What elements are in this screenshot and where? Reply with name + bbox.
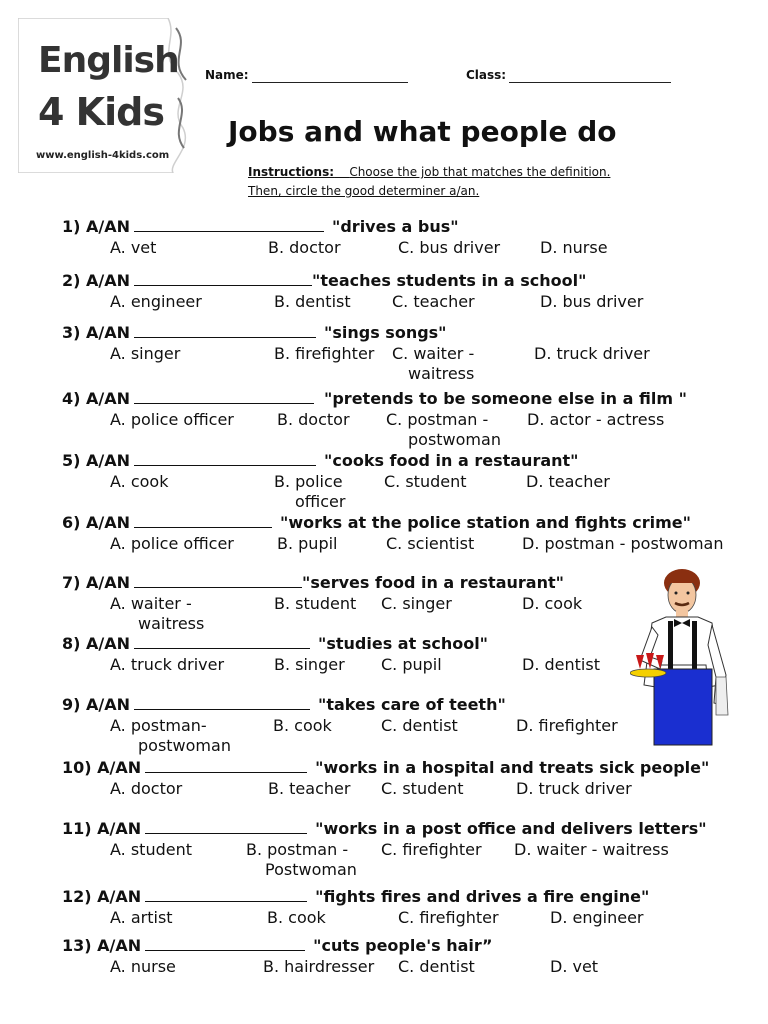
question-number: 11) A/AN	[62, 819, 142, 838]
instructions-label: Instructions:	[248, 165, 335, 179]
answer-option[interactable]: C. student	[384, 472, 467, 491]
question-number: 2) A/AN	[62, 271, 131, 290]
answer-option[interactable]: B. cook	[267, 908, 326, 927]
answer-option[interactable]: A. cook	[110, 472, 169, 491]
answer-option[interactable]: D. postman - postwoman	[522, 534, 724, 553]
answer-option[interactable]: B. doctor	[268, 238, 341, 257]
answer-option[interactable]: A. police officer	[110, 410, 234, 429]
answer-option[interactable]: B. singer	[274, 655, 345, 674]
question-number: 4) A/AN	[62, 389, 131, 408]
answer-option[interactable]: D. truck driver	[516, 779, 632, 798]
answer-option[interactable]: D. cook	[522, 594, 583, 613]
answer-option[interactable]: B. pupil	[277, 534, 338, 553]
answer-option[interactable]: D. teacher	[526, 472, 610, 491]
answer-blank[interactable]	[134, 695, 310, 710]
answer-option[interactable]: B. teacher	[268, 779, 351, 798]
logo-line2: 4 Kids	[38, 90, 164, 134]
answer-option[interactable]: C. postman -	[386, 410, 489, 429]
job-definition: "cuts people's hair”	[313, 936, 493, 955]
answer-option[interactable]: D. truck driver	[534, 344, 650, 363]
answer-option[interactable]: B. police	[274, 472, 343, 491]
answer-option[interactable]: C. scientist	[386, 534, 475, 553]
name-blank[interactable]	[252, 70, 408, 83]
job-definition: "works at the police station and fights crime"	[280, 513, 691, 532]
job-definition: "fights fires and drives a fire engine"	[315, 887, 650, 906]
answer-option[interactable]: A. engineer	[110, 292, 202, 311]
question-number: 8) A/AN	[62, 634, 131, 653]
answer-option[interactable]: B. hairdresser	[263, 957, 375, 976]
waiter-illustration	[630, 565, 735, 747]
answer-option[interactable]: D. engineer	[550, 908, 644, 927]
answer-option[interactable]: B. cook	[273, 716, 332, 735]
answer-blank[interactable]	[145, 819, 307, 834]
logo-url: www.english-4kids.com	[36, 150, 170, 161]
question-9	[62, 695, 506, 714]
question-number: 6) A/AN	[62, 513, 131, 532]
answer-option[interactable]: A. truck driver	[110, 655, 225, 674]
answer-option[interactable]: B. doctor	[277, 410, 350, 429]
page-title: Jobs and what people do	[228, 115, 617, 148]
answer-option[interactable]: B. postman -	[246, 840, 349, 859]
answer-option[interactable]: D. dentist	[522, 655, 600, 674]
class-label: Class:	[466, 68, 507, 82]
question-6	[62, 513, 691, 532]
answer-option[interactable]: C. teacher	[392, 292, 475, 311]
question-3	[62, 323, 447, 342]
answer-option-continuation[interactable]: postwoman	[138, 736, 231, 755]
answer-option[interactable]: A. police officer	[110, 534, 234, 553]
answer-option-continuation[interactable]: Postwoman	[265, 860, 357, 879]
job-definition: "works in a hospital and treats sick people"	[315, 758, 710, 777]
answer-blank[interactable]	[145, 758, 307, 773]
answer-option-continuation[interactable]: postwoman	[408, 430, 501, 449]
answer-blank[interactable]	[134, 271, 312, 286]
answer-option[interactable]: A. doctor	[110, 779, 183, 798]
answer-option[interactable]: D. nurse	[540, 238, 608, 257]
answer-option[interactable]: C. pupil	[381, 655, 442, 674]
answer-blank[interactable]	[134, 217, 324, 232]
answer-option[interactable]: C. student	[381, 779, 464, 798]
answer-option[interactable]: C. dentist	[381, 716, 458, 735]
answer-option[interactable]: A. vet	[110, 238, 157, 257]
class-blank[interactable]	[509, 70, 671, 83]
answer-option-continuation[interactable]: waitress	[138, 614, 205, 633]
answer-option[interactable]: B. firefighter	[274, 344, 375, 363]
answer-option[interactable]: C. firefighter	[398, 908, 499, 927]
question-5	[62, 451, 579, 470]
question-number: 13) A/AN	[62, 936, 142, 955]
answer-option[interactable]: D. actor - actress	[527, 410, 665, 429]
english-4kids-logo	[18, 18, 188, 173]
answer-option-continuation[interactable]: officer	[295, 492, 346, 511]
answer-option[interactable]: C. singer	[381, 594, 452, 613]
answer-option[interactable]: C. dentist	[398, 957, 475, 976]
answer-option[interactable]: D. waiter - waitress	[514, 840, 669, 859]
question-number: 9) A/AN	[62, 695, 131, 714]
answer-option[interactable]: A. nurse	[110, 957, 176, 976]
question-2	[62, 271, 586, 290]
job-definition: "pretends to be someone else in a film "	[324, 389, 687, 408]
answer-blank[interactable]	[134, 389, 314, 404]
question-1	[62, 217, 459, 236]
question-4	[62, 389, 687, 408]
answer-blank[interactable]	[134, 573, 302, 588]
name-field[interactable]	[205, 64, 408, 83]
answer-option[interactable]: A. postman-	[110, 716, 207, 735]
question-8	[62, 634, 488, 653]
answer-option[interactable]: B. dentist	[274, 292, 351, 311]
question-12	[62, 887, 649, 906]
question-13	[62, 936, 493, 955]
answer-blank[interactable]	[134, 323, 316, 338]
question-number: 12) A/AN	[62, 887, 142, 906]
job-definition: "studies at school"	[318, 634, 489, 653]
answer-option-continuation[interactable]: waitress	[408, 364, 475, 383]
question-number: 1) A/AN	[62, 217, 131, 236]
job-definition: "works in a post office and delivers letters"	[315, 819, 707, 838]
answer-option[interactable]: A. singer	[110, 344, 181, 363]
answer-option[interactable]: C. waiter -	[392, 344, 475, 363]
instructions-line2: Then, circle the good determiner a/an.	[248, 184, 480, 198]
job-definition: "drives a bus"	[332, 217, 459, 236]
answer-option[interactable]: A. artist	[110, 908, 173, 927]
answer-option[interactable]: D. vet	[550, 957, 599, 976]
answer-option[interactable]: A. student	[110, 840, 192, 859]
answer-option[interactable]: D. bus driver	[540, 292, 644, 311]
answer-option[interactable]: A. waiter -	[110, 594, 192, 613]
answer-option[interactable]: C. bus driver	[398, 238, 501, 257]
question-number: 10) A/AN	[62, 758, 142, 777]
question-number: 3) A/AN	[62, 323, 131, 342]
job-definition: "sings songs"	[324, 323, 447, 342]
job-definition: "serves food in a restaurant"	[302, 573, 564, 592]
answer-option[interactable]: C. firefighter	[381, 840, 482, 859]
answer-blank[interactable]	[134, 451, 316, 466]
answer-blank[interactable]	[145, 936, 305, 951]
answer-option[interactable]: D. firefighter	[516, 716, 618, 735]
answer-blank[interactable]	[134, 513, 272, 528]
job-definition: "takes care of teeth"	[318, 695, 506, 714]
question-7	[62, 573, 564, 592]
class-field[interactable]	[466, 64, 671, 83]
question-11	[62, 819, 707, 838]
instructions-line1	[248, 165, 610, 179]
logo-line1: English	[38, 40, 179, 81]
question-number: 7) A/AN	[62, 573, 131, 592]
name-label: Name:	[205, 68, 249, 82]
job-definition: "cooks food in a restaurant"	[324, 451, 579, 470]
answer-option[interactable]: B. student	[274, 594, 357, 613]
question-number: 5) A/AN	[62, 451, 131, 470]
answer-blank[interactable]	[145, 887, 307, 902]
question-10	[62, 758, 709, 777]
instructions-text1: Choose the job that matches the definition.	[349, 165, 611, 179]
job-definition: "teaches students in a school"	[312, 271, 587, 290]
answer-blank[interactable]	[134, 634, 310, 649]
